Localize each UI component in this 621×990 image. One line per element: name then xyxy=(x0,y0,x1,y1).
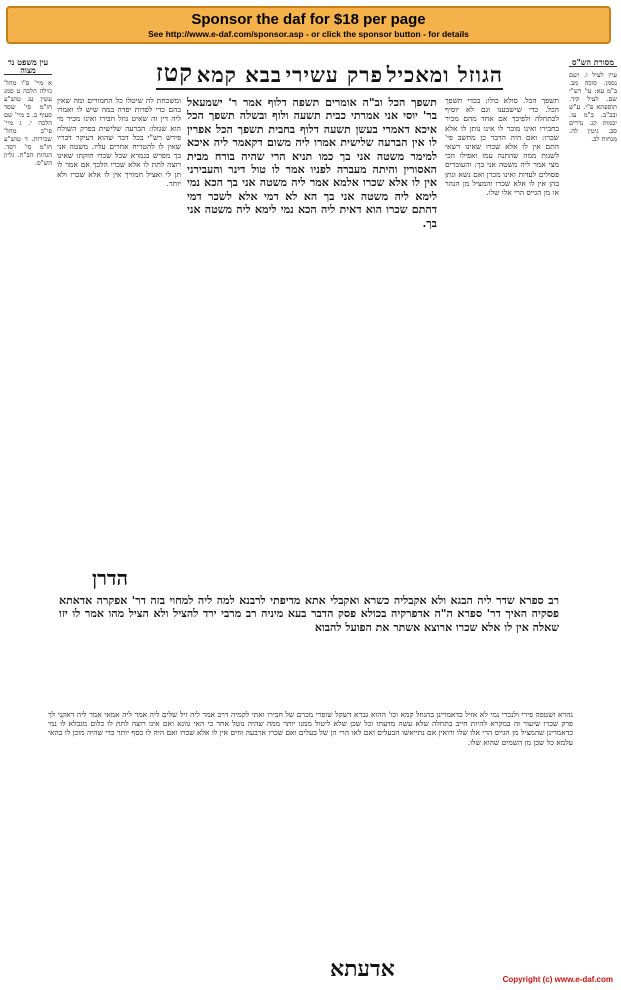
rashi-text: תשפך הכל. סולא כולו: בכדי תשפך הכל. כדי שישבענו וגם לא יוסיף לכתחלה ולפיכך אם אחד מהם מכיר בחבירו ואינו מוכר לו אינו נותן לו אלא שכרו: ואם היה הדבר כן מחשב פי' התם אין לו אלא שכרו שאינו רשאי לשנות ממה שהתנה עמו ואפילו הכי מצי אמר ליה משטה אני בך: והעוברים פסולים לעדות ואינו מכרן ואם נשא ונתן בהן אין לו אלא שכרו והמציל מן הנהר או מן הגייס הרי אלו שלו. xyxy=(445,96,559,198)
copyright-notice[interactable]: Copyright (c) www.e-daf.com xyxy=(502,975,613,984)
bottom-commentary xyxy=(48,710,573,970)
tractate-name: בבא קמא xyxy=(196,62,282,87)
gemara-continuation-text: רב ספרא שדר ליה הבגא ולא אקבליה כשרא ואקבלי אתא מדיפתי לרבנא למה ליה למחוי בזה דר' אפקרה אדאתא פסקיה האיך דר' ספרא ה"ה אדפרקיה בכולא פסק הדבר בעא מיניה רב מרבי ירד להציל ולא הציל מהו אמר לו יזו שאלה אין לו אלא שכרו ארוצא אשתר את הפועל להבוא xyxy=(59,594,559,634)
talmud-page xyxy=(0,46,621,990)
bottom-commentary-text: נהרא ושטפה פירי ולנכרי נמי לא אזיל כדאמרינן בהגוזל קמא וכו' ההוא גברא דשקל שופרי מכרם של חבירו ואתי לקמיה דרב אמר ליה זיל שלים ליה אמר ליה אמאי אמר ליה דאקני לך פרק שכרו שיעור זה במקרא להיות חייב בתחלה שלא עשה מדעתו וכל שכן שלא ליטול ממנו יותר ממה שהיה נוטל אחר כי האי גוונא ואם אינו רוצה לתת לו כלום מגבלא לו נמי כדאמרינן שהמציל מן הגייס הרי אלו שלו ורואין אם נתייאשו הבעלים ואם לאו הרי הן של בעלים ואם שכרו ארבעה זוזים אין לו אלא שכרו ואם היה לו כסף יותר כדי שהיה מוכן לו בהאי עלמא כל שכן מן השמים שהוא שלו. xyxy=(48,710,573,747)
hadran-heading: הדרן xyxy=(91,566,129,590)
sponsor-banner[interactable] xyxy=(6,6,611,44)
gemara-continuation xyxy=(59,594,559,704)
rashi-commentary xyxy=(445,96,559,616)
main-gemara-text xyxy=(187,96,437,586)
chapter-name: הגוזל ומאכיל xyxy=(386,62,503,87)
tosafot-commentary xyxy=(57,96,181,616)
ein-mishpat-margin xyxy=(4,58,52,658)
masoret-label: מסורת הש"ס xyxy=(569,58,617,67)
gemara-text: תשפך הכל וב"ה אומרים תשפה דלוף אמר ר' ישמעאל בר' יוסי אני אמרתי כבית תשעה ולוף ובשלה תשפך הכל איכא דאמרי בעשן תשעה דלוף בחבית תשפך הכל אפרין לו אין הברעה שלישית אמרו ליה משום דקאמר ליה איכא למימר משטה אני בך כמו תניא הרי שהיה בורח מבית האסורין והיתה מעברה לפניו אמר לו טול דינר והעבירני אין לו אלא שכרו אלמא אמר ליה משטה אני בך הכא נמי לימא ליה משטה אני בך הא לא דמי אלא לשכר דמי דהתם שכרו הוא דאית ליה הכא נמי לימא ליה משטה אני בך. xyxy=(187,96,437,230)
chapter-label: פרק עשירי xyxy=(285,62,384,87)
ein-mishpat-label: עין משפט נר מצוה xyxy=(4,58,52,75)
ein-mishpat-text: א מיי' פ"ו מהל' גזילה הלכה ט סמג עשין עג טוש"ע חו"מ סי' שסד סעיף ב. ב מיי' שם הלכה י. ג מיי' פי"ב מהל' שכירות. ד טוש"ע חו"מ סי' רסד. הגהות הב"ח. גליון הש"ס. xyxy=(4,79,52,167)
page-header xyxy=(156,54,503,90)
page-number: קטז xyxy=(156,58,194,87)
masoret-hashas-margin xyxy=(569,58,617,598)
masoret-text: עיין לעיל ו. ושם נסמן. סוכה מב. ב"מ עא: עי' רש"י שם. לעיל קיד. תוספתא פ"י. ע"ש ובב"ב. ב"מ עז. יבמות קג. נדרים סב. גיטין לה. מנחות לב. xyxy=(569,71,617,143)
sponsor-title[interactable]: Sponsor the daf for $18 per page xyxy=(191,11,426,28)
tosafot-text: ומשכחת לה שיטלו כל החמורים ומה שאין בהם כדי לפדות יפדה במה שיש לו ואמרו ליה דין זה שאיט גוזל חבירו ואינו מכיר מי הוא שגזלו: הברעה שלישית בפרק השולח פירש רש"י בכל דבר שהוא דעיקר דבריו שאין לו להטריח אחרים עליו. משטה אני בך מפרש בגמרא שכל שכרו חזקתו שאינו רוצה לתת לו אלא שכרו הלכך אם אמר לו תן לי ואציל חמורך אין לו אלא שכרו ולא יותר. xyxy=(57,96,181,188)
sponsor-subtitle[interactable]: See http://www.e-daf.com/sponsor.asp - or click the sponsor button - for details xyxy=(148,29,469,39)
opening-word: אדעתא xyxy=(330,956,395,982)
